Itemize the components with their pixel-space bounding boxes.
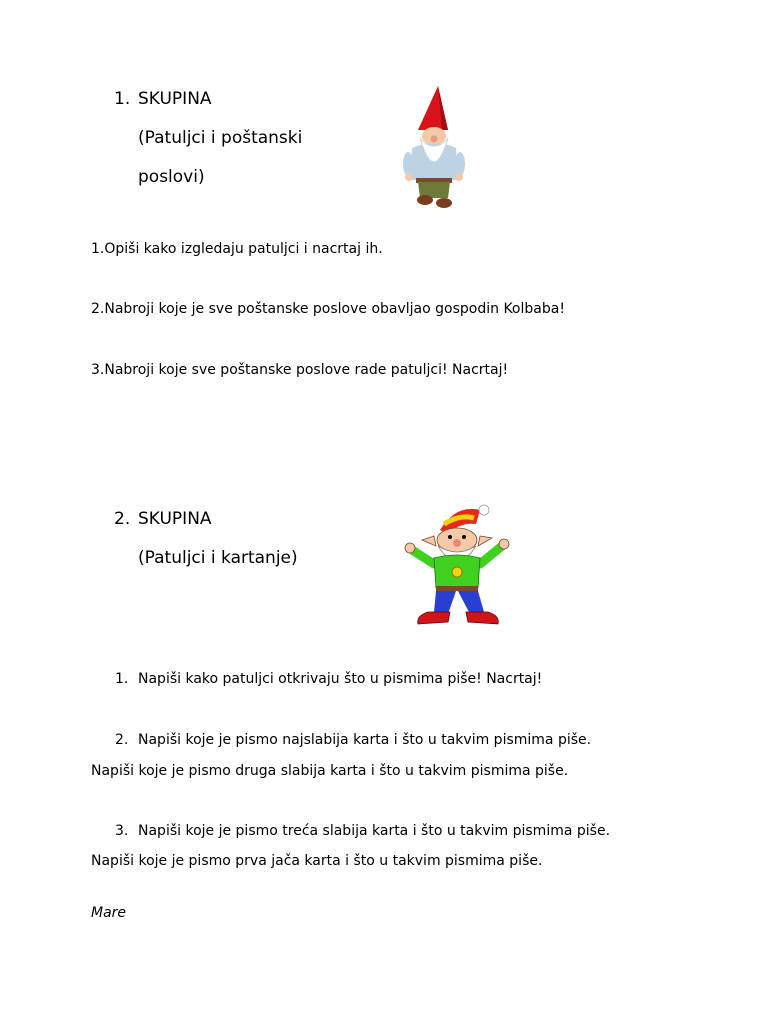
group1-task-1: 1.Opiši kako izgledaju patuljci i nacrtaj ih. <box>91 241 383 257</box>
group2-title: SKUPINA <box>138 509 212 529</box>
group2-task-2-continuation: Napiši koje je pismo druga slabija karta i što u takvim pismima piše. <box>91 763 569 779</box>
group1-subtitle-line2: poslovi) <box>138 167 205 187</box>
group2-task-1-number: 1. <box>115 671 129 687</box>
dancing-gnome-icon <box>404 502 512 628</box>
group2-number: 2. <box>114 509 131 529</box>
gnome-red-hat-icon <box>398 82 470 210</box>
group2-task-1-text: Napiši kako patuljci otkrivaju što u pismima piše! Nacrtaj! <box>138 671 543 687</box>
group1-title: SKUPINA <box>138 89 212 109</box>
group2-subtitle-line1: (Patuljci i kartanje) <box>138 548 298 568</box>
group2-task-3-number: 3. <box>115 823 129 839</box>
group1-task-2: 2.Nabroji koje je sve poštanske poslove obavljao gospodin Kolbaba! <box>91 301 565 317</box>
signature: Mare <box>91 905 127 921</box>
group1-task-3: 3.Nabroji koje sve poštanske poslove rade patuljci! Nacrtaj! <box>91 362 509 378</box>
group2-task-2-number: 2. <box>115 732 129 748</box>
group2-task-3-continuation: Napiši koje je pismo prva jača karta i što u takvim pismima piše. <box>91 853 543 869</box>
group1-subtitle-line1: (Patuljci i poštanski <box>138 128 303 148</box>
group2-task-3-text: Napiši koje je pismo treća slabija karta i što u takvim pismima piše. <box>138 823 611 839</box>
group2-task-2-text: Napiši koje je pismo najslabija karta i što u takvim pismima piše. <box>138 732 592 748</box>
group1-number: 1. <box>114 89 131 109</box>
